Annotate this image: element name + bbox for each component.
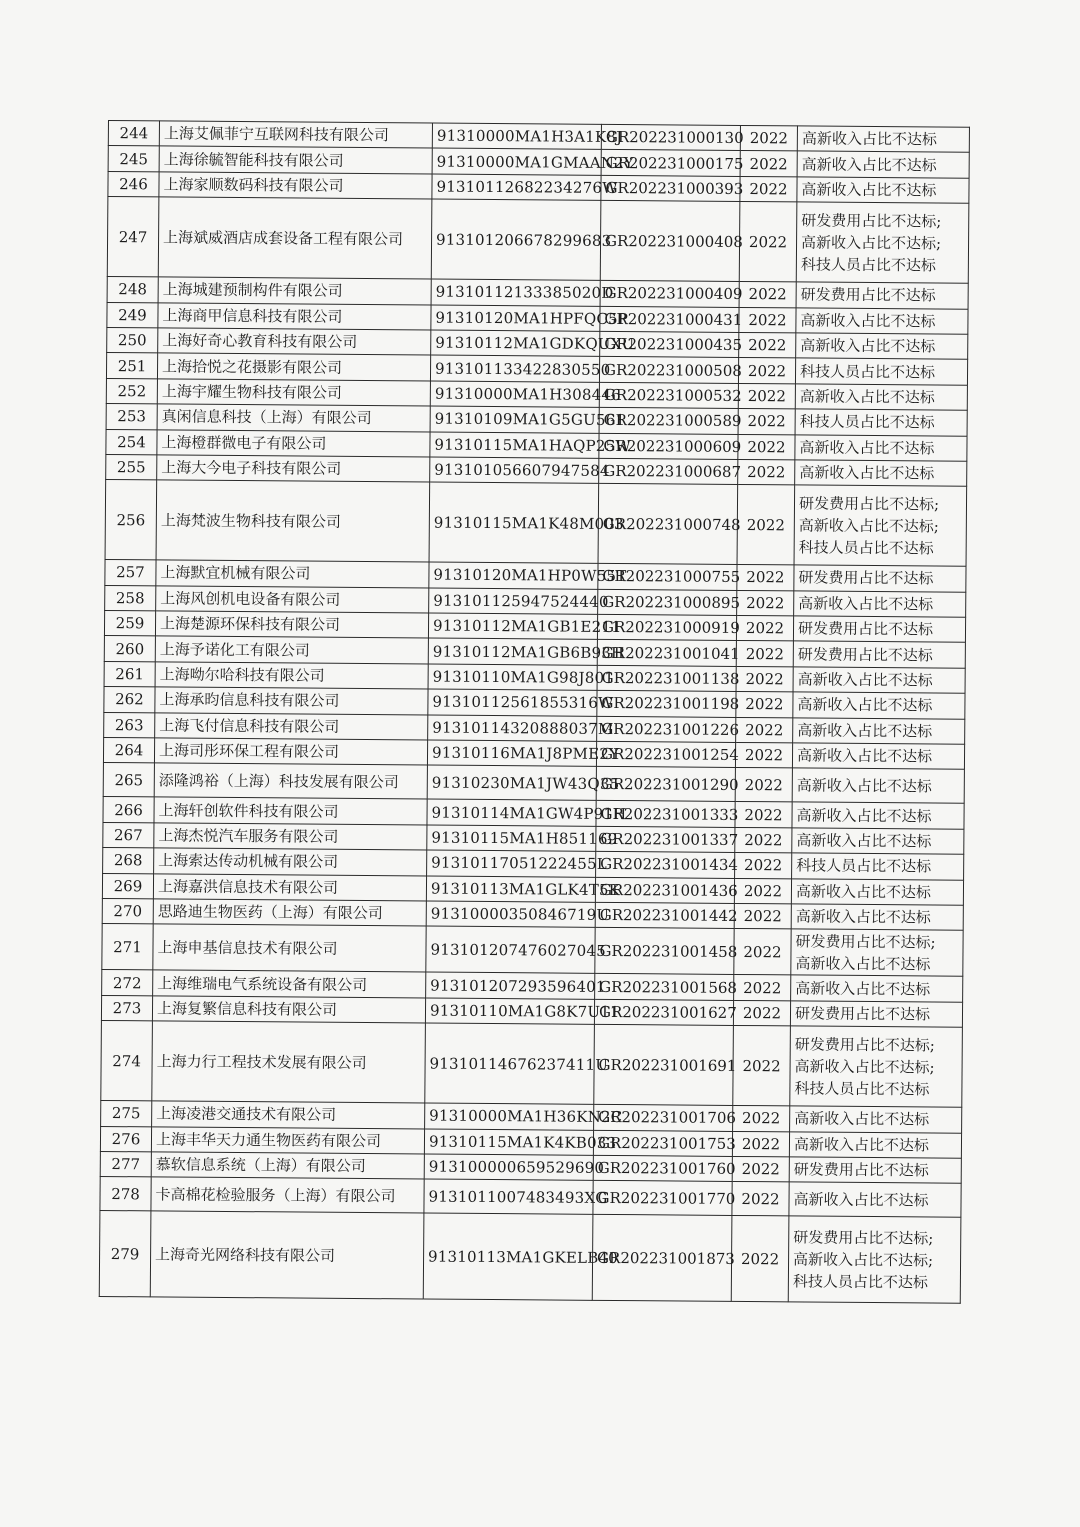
- reason-cell: [791, 904, 963, 931]
- company-name: 上海予诺化工有限公司: [155, 636, 428, 664]
- reason-text: 高新收入占比不达标: [799, 387, 935, 407]
- reason-text: 高新收入占比不达标: [801, 180, 937, 200]
- credit-code: 91310115MA1K48M003: [429, 482, 599, 563]
- reason-text: 研发费用占比不达标: [800, 285, 936, 305]
- reason-cell: [797, 126, 969, 153]
- credit-code: 91310120MA1HP0W55T: [429, 562, 598, 589]
- certificate-number: GR202231000895: [598, 589, 737, 615]
- certificate-number: GR202231001198: [597, 691, 736, 717]
- credit-code: 91310110MA1G8K7U11: [425, 998, 594, 1025]
- company-name: 上海申基信息技术有限公司: [153, 924, 426, 972]
- credit-code: 91310112561855316W: [428, 689, 597, 716]
- reason-cell: [790, 1001, 962, 1028]
- reason-text: 研发费用占比不达标;: [801, 211, 942, 231]
- reason-text: 科技人员占比不达标: [798, 538, 934, 558]
- company-name: 上海商甲信息科技有限公司: [158, 302, 431, 330]
- reason-cell: [795, 384, 967, 411]
- issue-year: 2022: [738, 459, 795, 485]
- issue-year: 2022: [734, 929, 791, 975]
- reason-text: 高新收入占比不达标: [795, 978, 931, 999]
- certificate-number: GR202231001138: [597, 665, 736, 691]
- row-number: 269: [102, 873, 153, 899]
- reason-text: 科技人员占比不达标: [792, 1272, 928, 1292]
- credit-code: 91310115MA1H851169: [427, 825, 596, 852]
- reason-text: 高新收入占比不达标: [797, 695, 933, 715]
- company-name: 上海斌威酒店成套设备工程有限公司: [158, 197, 432, 279]
- row-number: 256: [105, 480, 157, 560]
- reason-text: 科技人员占比不达标: [800, 255, 936, 275]
- issue-year: 2022: [734, 903, 791, 929]
- reason-text: 研发费用占比不达标: [798, 568, 934, 588]
- certificate-number: GR202231000589: [599, 407, 738, 433]
- reason-text: 研发费用占比不达标;: [798, 494, 940, 514]
- credit-code: 91310000MA1H3A1K8J: [432, 123, 601, 150]
- company-name: 上海飞付信息科技有限公司: [155, 713, 428, 741]
- company-name: 上海维瑞电气系统设备有限公司: [153, 970, 426, 998]
- certificate-number: GR202231001226: [597, 716, 736, 742]
- table-body: [99, 121, 969, 1304]
- certificate-number: GR202231000609: [599, 433, 738, 459]
- certificate-number: GR202231000409: [600, 281, 739, 307]
- credit-code: 913101133422830550: [430, 355, 599, 382]
- reason-cell: [790, 1106, 962, 1133]
- credit-code: 91310112MA1GB1E211: [428, 613, 597, 640]
- reason-cell: [796, 282, 968, 309]
- reason-text: 科技人员占比不达标: [799, 361, 936, 382]
- certificate-number: GR202231001434: [596, 852, 735, 878]
- company-name: 上海大今电子科技有限公司: [157, 455, 430, 483]
- certificate-number: GR202231000130: [601, 124, 740, 150]
- reason-cell: [788, 1216, 961, 1303]
- row-number: 251: [106, 353, 157, 379]
- certificate-number: GR202231001873: [592, 1215, 732, 1302]
- row-number: 249: [107, 302, 158, 328]
- issue-year: 2022: [739, 332, 796, 358]
- reason-cell: [793, 616, 965, 643]
- credit-code: 91310112MA1GB6B93H: [428, 639, 597, 666]
- reason-text: 高新收入占比不达标: [793, 1135, 930, 1155]
- reason-cell: [795, 358, 967, 385]
- certificate-number: GR202231001706: [594, 1105, 733, 1131]
- certificate-number: GR202231000919: [597, 614, 736, 640]
- certificate-number: GR202231001290: [596, 767, 735, 802]
- reason-text: 高新收入占比不达标: [799, 438, 935, 458]
- certificate-number: GR202231001691: [594, 1025, 734, 1106]
- reason-cell: [795, 460, 967, 487]
- company-name: 卡高棉花检验服务（上海）有限公司: [151, 1177, 424, 1213]
- issue-year: 2022: [739, 202, 797, 282]
- issue-year: 2022: [733, 1106, 790, 1132]
- reason-text: 高新收入占比不达标;: [794, 1057, 935, 1077]
- company-name: 上海好奇心教育科技有限公司: [158, 328, 431, 356]
- reason-cell: [792, 853, 964, 880]
- reason-text: 研发费用占比不达标: [797, 619, 934, 639]
- row-number: 276: [100, 1126, 151, 1152]
- row-number: 275: [101, 1101, 152, 1127]
- certificate-number: GR202231001333: [596, 801, 735, 827]
- reason-cell: [791, 975, 963, 1002]
- company-name: 上海嘉洪信息技术有限公司: [153, 873, 426, 901]
- company-name: 上海橙群微电子有限公司: [157, 429, 430, 457]
- credit-code: 91310120MA1HPFQC5P: [431, 305, 600, 332]
- issue-year: 2022: [732, 1131, 789, 1157]
- issue-year: 2022: [737, 485, 795, 565]
- row-number: 277: [100, 1151, 151, 1177]
- certificate-number: GR202231001770: [593, 1181, 732, 1216]
- reason-text: 高新收入占比不达标: [797, 721, 933, 741]
- issue-year: 2022: [732, 1156, 789, 1182]
- issue-year: 2022: [740, 176, 797, 202]
- company-name: 上海复繁信息科技有限公司: [152, 996, 425, 1024]
- credit-code: 913101207293596401: [426, 972, 595, 999]
- issue-year: 2022: [733, 1026, 791, 1106]
- reason-text: 高新收入占比不达标: [796, 746, 933, 766]
- row-number: 252: [106, 378, 157, 404]
- company-name: 上海奇光网络科技有限公司: [150, 1211, 424, 1299]
- issue-year: 2022: [733, 1000, 790, 1026]
- table-row: [99, 1211, 961, 1304]
- issue-year: 2022: [740, 125, 797, 151]
- reason-cell: [792, 802, 964, 829]
- reason-text: 高新收入占比不达标: [794, 1109, 930, 1129]
- row-number: 260: [104, 636, 155, 662]
- reason-text: 高新收入占比不达标;: [798, 516, 939, 536]
- company-name: 思路迪生物医药（上海）有限公司: [153, 899, 426, 927]
- company-name: 上海城建预制构件有限公司: [158, 277, 431, 305]
- certificate-number: GR202231001337: [596, 826, 735, 852]
- row-number: 248: [107, 277, 158, 303]
- issue-year: 2022: [735, 827, 792, 853]
- reason-text: 高新收入占比不达标: [795, 954, 931, 974]
- issue-year: 2022: [738, 383, 795, 409]
- row-number: 264: [103, 738, 154, 764]
- reason-text: 高新收入占比不达标: [797, 670, 933, 690]
- issue-year: 2022: [736, 666, 793, 692]
- reason-cell: [792, 768, 964, 803]
- reason-text: 科技人员占比不达标: [799, 412, 935, 432]
- certificate-number: GR202231000431: [600, 306, 739, 332]
- certificate-number: GR202231001760: [593, 1155, 732, 1181]
- company-name: 上海拾悦之花摄影有限公司: [157, 353, 430, 381]
- credit-code: 913100000659529690: [424, 1154, 593, 1181]
- certificate-number: GR202231000393: [601, 175, 740, 201]
- company-name: 上海徐毓智能科技有限公司: [159, 146, 432, 174]
- company-name: 上海宇耀生物科技有限公司: [157, 379, 430, 407]
- row-number: 273: [101, 995, 152, 1021]
- issue-year: 2022: [736, 641, 793, 667]
- row-number: 267: [103, 822, 154, 848]
- reason-text: 高新收入占比不达标;: [793, 1250, 934, 1270]
- certificate-number: GR202231000532: [599, 382, 738, 408]
- issue-year: 2022: [740, 151, 797, 177]
- credit-code: 91310112682234276W: [432, 174, 601, 201]
- reason-cell: [791, 878, 963, 905]
- credit-code: 91310109MA1G5GU561: [430, 406, 599, 433]
- row-number: 245: [108, 146, 159, 172]
- row-number: 271: [102, 924, 153, 970]
- row-number: 261: [104, 661, 155, 687]
- credit-code: 91310110MA1G98J801: [428, 664, 597, 691]
- table-row: [107, 197, 969, 284]
- credit-code: 913101206678299683: [431, 199, 601, 280]
- reason-cell: [793, 641, 965, 668]
- issue-year: 2022: [738, 409, 795, 435]
- reason-cell: [796, 333, 968, 360]
- reason-cell: [795, 434, 967, 461]
- company-name: 上海楚源环保科技有限公司: [155, 611, 428, 639]
- row-number: 270: [102, 898, 153, 924]
- certificate-number: GR202231000408: [600, 201, 740, 282]
- row-number: 246: [108, 171, 159, 197]
- certificate-number: GR202231001458: [595, 928, 734, 975]
- table-row: [101, 1021, 963, 1108]
- reason-cell: [794, 565, 966, 592]
- certificate-number: GR202231000755: [598, 564, 737, 590]
- company-name: 上海风创机电设备有限公司: [156, 586, 429, 614]
- issue-year: 2022: [736, 616, 793, 642]
- reason-text: 高新收入占比不达标: [799, 463, 935, 483]
- credit-code: 913101056607947584: [430, 457, 599, 484]
- reason-cell: [792, 743, 964, 770]
- reason-cell: [795, 409, 967, 436]
- issue-year: 2022: [731, 1216, 789, 1302]
- certificate-number: GR202231001436: [595, 877, 734, 903]
- reason-text: 高新收入占比不达标: [798, 594, 934, 614]
- issue-year: 2022: [732, 1182, 789, 1216]
- row-number: 265: [103, 763, 154, 797]
- credit-code: 91310000MA1GMAAN2Y: [432, 148, 601, 175]
- credit-code: 91310000MA1H36KN2C: [425, 1103, 594, 1130]
- issue-year: 2022: [736, 692, 793, 718]
- credit-code: 913101100748349​3XG: [424, 1179, 593, 1214]
- company-name: 上海默宜机械有限公司: [156, 560, 429, 588]
- certificate-number: GR202231001753: [593, 1130, 732, 1156]
- reason-cell: [793, 692, 965, 719]
- reason-text: 研发费用占比不达标;: [793, 1228, 934, 1248]
- issue-year: 2022: [739, 307, 796, 333]
- issue-year: 2022: [735, 768, 792, 802]
- reason-text: 高新收入占比不达标: [800, 336, 936, 356]
- reason-text: 高新收入占比不达标: [801, 129, 937, 149]
- company-name: 真闲信息科技（上海）有限公司: [157, 404, 430, 432]
- row-number: 250: [107, 327, 158, 353]
- certificate-number: GR202231001254: [596, 741, 735, 767]
- reason-cell: [794, 485, 967, 566]
- row-number: 244: [108, 121, 159, 147]
- row-number: 266: [103, 797, 154, 823]
- reason-text: 高新收入占比不达标: [796, 776, 932, 796]
- reason-cell: [789, 1182, 961, 1217]
- reason-text: 科技人员占比不达标: [794, 1079, 930, 1099]
- credit-code: 91310115MA1HAQP25W: [430, 432, 599, 459]
- certificate-number: GR202231000748: [598, 484, 738, 565]
- row-number: 257: [105, 560, 156, 586]
- certificate-number: GR202231000687: [599, 458, 738, 484]
- reason-cell: [789, 1131, 961, 1158]
- credit-code: 91310114676237411U: [425, 1023, 595, 1104]
- company-name: 上海承昀信息科技有限公司: [155, 687, 428, 715]
- company-name: 上海索达传动机械有限公司: [154, 848, 427, 876]
- credit-code: 91310115MA1K4KB033: [424, 1129, 593, 1156]
- reason-text: 高新收入占比不达标: [796, 831, 932, 851]
- reason-text: 科技人员占比不达标: [796, 856, 932, 876]
- credit-code: 913101125947524440: [429, 588, 598, 615]
- reason-cell: [793, 667, 965, 694]
- reason-cell: [793, 718, 965, 745]
- company-name: 上海呦尔哈科技有限公司: [155, 662, 428, 690]
- reason-text: 高新收入占比不达标;: [800, 233, 942, 253]
- company-name: 上海丰华天力通生物医药有限公司: [151, 1126, 424, 1154]
- certificate-number: GR202231001041: [597, 640, 736, 666]
- company-name: 上海艾佩菲宁互联网科技有限公司: [159, 121, 432, 149]
- reason-text: 高新收入占比不达标: [801, 155, 937, 175]
- row-number: 255: [106, 454, 157, 480]
- row-number: 272: [102, 970, 153, 996]
- issue-year: 2022: [735, 853, 792, 879]
- issue-year: 2022: [735, 742, 792, 768]
- revocation-table: [99, 120, 970, 1304]
- issue-year: 2022: [738, 434, 795, 460]
- company-name: 上海梵波生物科技有限公司: [156, 480, 430, 562]
- reason-text: 高新收入占比不达标: [795, 907, 931, 927]
- reason-text: 研发费用占比不达标;: [795, 932, 936, 952]
- issue-year: 2022: [738, 358, 795, 384]
- credit-code: 91310117051222455L: [427, 850, 596, 877]
- reason-cell: [796, 202, 969, 283]
- certificate-number: GR202231000435: [600, 331, 739, 357]
- reason-cell: [797, 177, 969, 204]
- reason-text: 研发费用占比不达标: [793, 1160, 929, 1180]
- credit-code: 91310116MA1J8PME2Y: [427, 740, 596, 767]
- credit-code: 91310112MA1GDKQUXU: [431, 330, 600, 357]
- reason-cell: [791, 929, 963, 976]
- issue-year: 2022: [734, 878, 791, 904]
- reason-text: 高新收入占比不达标: [795, 882, 932, 902]
- company-name: 添隆鸿裕（上海）科技发展有限公司: [154, 763, 427, 799]
- issue-year: 2022: [737, 565, 794, 591]
- row-number: 274: [101, 1021, 153, 1101]
- company-name: 慕软信息系统（上海）有限公司: [151, 1152, 424, 1180]
- company-name: 上海凌港交通技术有限公司: [152, 1101, 425, 1129]
- certificate-number: GR202231000508: [599, 357, 738, 383]
- row-number: 278: [100, 1177, 151, 1211]
- company-name: 上海家顺数码科技有限公司: [159, 172, 432, 200]
- reason-cell: [794, 591, 966, 618]
- reason-text: 高新收入占比不达标: [793, 1190, 929, 1210]
- credit-code: 91310230MA1JW43Q35: [427, 765, 596, 800]
- reason-cell: [792, 828, 964, 855]
- company-name: 上海力行工程技术发展有限公司: [152, 1021, 426, 1103]
- issue-year: 2022: [735, 802, 792, 828]
- reason-text: 高新收入占比不达标: [796, 806, 932, 826]
- row-number: 253: [106, 404, 157, 430]
- credit-code: 91310114320888037M: [428, 715, 597, 742]
- issue-year: 2022: [736, 717, 793, 743]
- credit-code: 91310112133385020D: [431, 279, 600, 306]
- certificate-number: GR202231001627: [594, 999, 733, 1025]
- issue-year: 2022: [739, 282, 796, 308]
- company-name: 上海司彤环保工程有限公司: [154, 738, 427, 766]
- row-number: 247: [107, 197, 159, 277]
- credit-code: 9131000035084671​9U: [426, 901, 595, 928]
- reason-text: 研发费用占比不达标;: [794, 1035, 935, 1055]
- company-name: 上海杰悦汽车服务有限公司: [154, 823, 427, 851]
- credit-code: 91310113MA1GKELB40: [423, 1213, 593, 1300]
- table-row: [105, 480, 967, 567]
- credit-code: 913101207476027045: [426, 926, 595, 973]
- issue-year: 2022: [737, 590, 794, 616]
- reason-text: 高新收入占比不达标: [800, 311, 936, 331]
- company-name: 上海轩创软件科技有限公司: [154, 797, 427, 825]
- reason-cell: [796, 307, 968, 334]
- reason-cell: [790, 1026, 963, 1107]
- credit-code: 91310113MA1GLK4T5K: [426, 876, 595, 903]
- row-number: 258: [105, 585, 156, 611]
- row-number: 254: [106, 429, 157, 455]
- certificate-number: GR202231000175: [601, 150, 740, 176]
- reason-cell: [789, 1157, 961, 1184]
- row-number: 268: [103, 848, 154, 874]
- credit-code: 91310114MA1GW4P91H: [427, 799, 596, 826]
- reason-text: 研发费用占比不达标: [794, 1004, 931, 1024]
- table-row: [102, 924, 963, 977]
- row-number: 262: [104, 687, 155, 713]
- certificate-number: GR202231001568: [595, 974, 734, 1000]
- reason-text: 研发费用占比不达标: [797, 645, 933, 665]
- reason-cell: [797, 151, 969, 178]
- row-number: 259: [104, 611, 155, 637]
- row-number: 279: [99, 1211, 151, 1297]
- certificate-number: GR202231001442: [595, 902, 734, 928]
- issue-year: 2022: [734, 975, 791, 1001]
- credit-code: 91310000MA1H308446: [430, 381, 599, 408]
- row-number: 263: [104, 712, 155, 738]
